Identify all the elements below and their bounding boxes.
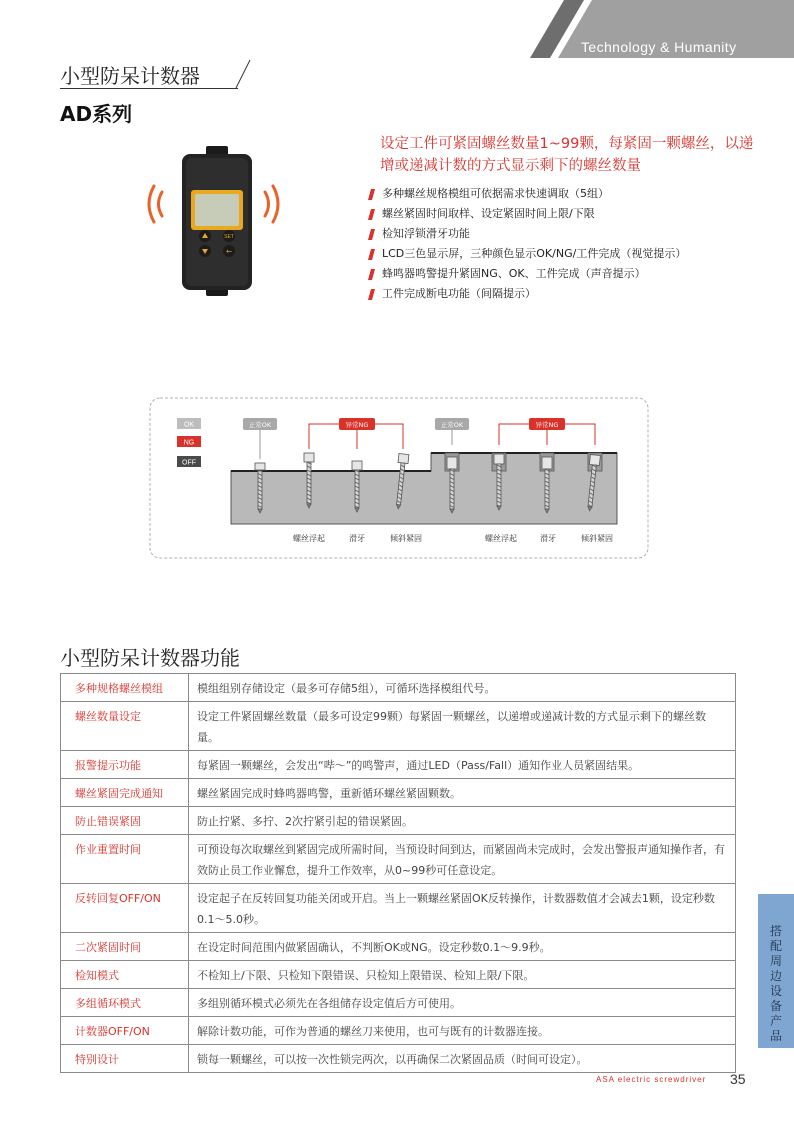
feature-list — [368, 184, 686, 304]
table-row — [61, 807, 736, 835]
signal-wave-right-icon — [265, 186, 278, 222]
function-name: 螺丝紧固完成通知 — [61, 779, 189, 807]
function-name: 检知模式 — [61, 961, 189, 989]
functions-title: 小型防呆计数器功能 — [60, 646, 240, 670]
function-name: 作业重置时间 — [61, 835, 189, 884]
label-strip-left: 滑牙 — [349, 534, 365, 543]
function-name: 多种规格螺丝模组 — [61, 674, 189, 702]
screw-fault-diagram — [149, 397, 649, 559]
legend-ng: NG — [183, 439, 195, 447]
side-tab-label: 搭配周边设备产品 — [769, 924, 782, 1043]
function-desc: 设定工件紧固螺丝数量（最多可设定99颗）每紧固一颗螺丝，以递增或递减计数的方式显示剩下的螺丝数量。 — [189, 702, 736, 751]
table-row — [61, 884, 736, 933]
feature-item: 检知浮锁滑牙功能 — [368, 224, 686, 244]
red-slash-bullet-icon — [368, 189, 375, 200]
table-row — [61, 751, 736, 779]
table-row — [61, 702, 736, 751]
function-desc: 锁每一颗螺丝，可以按一次性锁完两次，以再确保二次紧固品质（时间可设定）。 — [189, 1045, 736, 1073]
header-tagline: Technology & Humanity — [581, 39, 737, 55]
table-row — [61, 779, 736, 807]
intro-headline: 设定工件可紧固螺丝数量1~99颗，每紧固一颗螺丝，以递增或递减计数的方式显示剩下的螺丝数量 — [380, 136, 754, 174]
tag-normal-right: 正常OK — [440, 421, 464, 429]
feature-item: LCD三色显示屏，三种颜色显示OK/NG/工件完成（视觉提示） — [368, 244, 686, 264]
tag-normal-left: 正常OK — [248, 421, 272, 429]
set-button-label: SET — [224, 234, 234, 240]
title-slash-decoration — [232, 58, 252, 92]
label-tilt-right: 倾斜紧固 — [581, 534, 613, 543]
table-row — [61, 674, 736, 702]
function-name: 反转回复OFF/ON — [61, 884, 189, 933]
red-slash-bullet-icon — [368, 209, 375, 220]
label-float-left: 螺丝浮起 — [293, 534, 325, 543]
function-name: 螺丝数量设定 — [61, 702, 189, 751]
page-number: 35 — [730, 1071, 746, 1087]
table-row — [61, 1017, 736, 1045]
feature-item: 螺丝紧固时间取样、设定紧固时间上限/下限 — [368, 204, 686, 224]
series-title: AD系列 — [60, 102, 133, 126]
function-name: 计数器OFF/ON — [61, 1017, 189, 1045]
function-desc: 解除计数功能，可作为普通的螺丝刀来使用，也可与既有的计数器连接。 — [189, 1017, 736, 1045]
function-desc: 模组组别存储设定（最多可存储5组），可循环选择模组代号。 — [189, 674, 736, 702]
function-name: 防止错误紧固 — [61, 807, 189, 835]
table-row — [61, 1045, 736, 1073]
function-desc: 多组别循环模式必须先在各组储存设定值后方可使用。 — [189, 989, 736, 1017]
tag-abnormal-left: 异常NG — [345, 421, 369, 429]
function-desc: 设定起子在反转回复功能关闭或开启。当上一颗螺丝紧固OK反转操作，计数器数值才会减去1颗，设定秒数0.1～5.0秒。 — [189, 884, 736, 933]
table-row — [61, 989, 736, 1017]
label-strip-right: 滑牙 — [540, 534, 556, 543]
function-name: 多组循环模式 — [61, 989, 189, 1017]
function-name: 特别设计 — [61, 1045, 189, 1073]
function-desc: 螺丝紧固完成时蜂鸣器鸣警，重新循环螺丝紧固颗数。 — [189, 779, 736, 807]
page-title: 小型防呆计数器 — [60, 64, 200, 88]
table-row — [61, 961, 736, 989]
red-slash-bullet-icon — [368, 249, 375, 260]
function-name: 报警提示功能 — [61, 751, 189, 779]
red-slash-bullet-icon — [368, 229, 375, 240]
red-slash-bullet-icon — [368, 289, 375, 300]
feature-item: 工件完成断电功能（间隔提示） — [368, 284, 686, 304]
title-underline — [60, 88, 238, 89]
enter-button-label: ← — [226, 247, 232, 256]
counter-device-image — [138, 146, 298, 298]
signal-wave-left-icon — [149, 186, 162, 222]
label-tilt-left: 倾斜紧固 — [390, 534, 422, 543]
red-slash-bullet-icon — [368, 269, 375, 280]
function-desc: 在设定时间范围内做紧固确认，不判断OK或NG。设定秒数0.1～9.9秒。 — [189, 933, 736, 961]
function-desc: 不检知上/下限、只检知下限错误、只检知上限错误、检知上限/下限。 — [189, 961, 736, 989]
table-row — [61, 835, 736, 884]
function-desc: 可预设每次取螺丝到紧固完成所需时间，当预设时间到达，而紧固尚未完成时，会发出警报声通知操作者，有效防止员工作业懈怠，提升工作效率，从0~99秒可任意设定。 — [189, 835, 736, 884]
label-float-right: 螺丝浮起 — [485, 534, 517, 543]
feature-item: 蜂鸣器鸣警提升紧固NG、OK、工件完成（声音提示） — [368, 264, 686, 284]
footer-brand: ASA electric screwdriver — [596, 1075, 707, 1084]
function-name: 二次紧固时间 — [61, 933, 189, 961]
legend-ok: OK — [183, 421, 195, 429]
tag-abnormal-right: 异常NG — [535, 421, 559, 429]
function-desc: 防止拧紧、多拧、2次拧紧引起的错误紧固。 — [189, 807, 736, 835]
legend-off: OFF — [182, 459, 196, 467]
feature-item: 多种螺丝规格模组可依据需求快速调取（5组） — [368, 184, 686, 204]
function-desc: 每紧固一颗螺丝，会发出“哔～”的鸣警声，通过LED（Pass/Fall）通知作业人员紧固结果。 — [189, 751, 736, 779]
side-section-tab — [758, 894, 794, 1048]
functions-table — [60, 673, 736, 1073]
table-row — [61, 933, 736, 961]
